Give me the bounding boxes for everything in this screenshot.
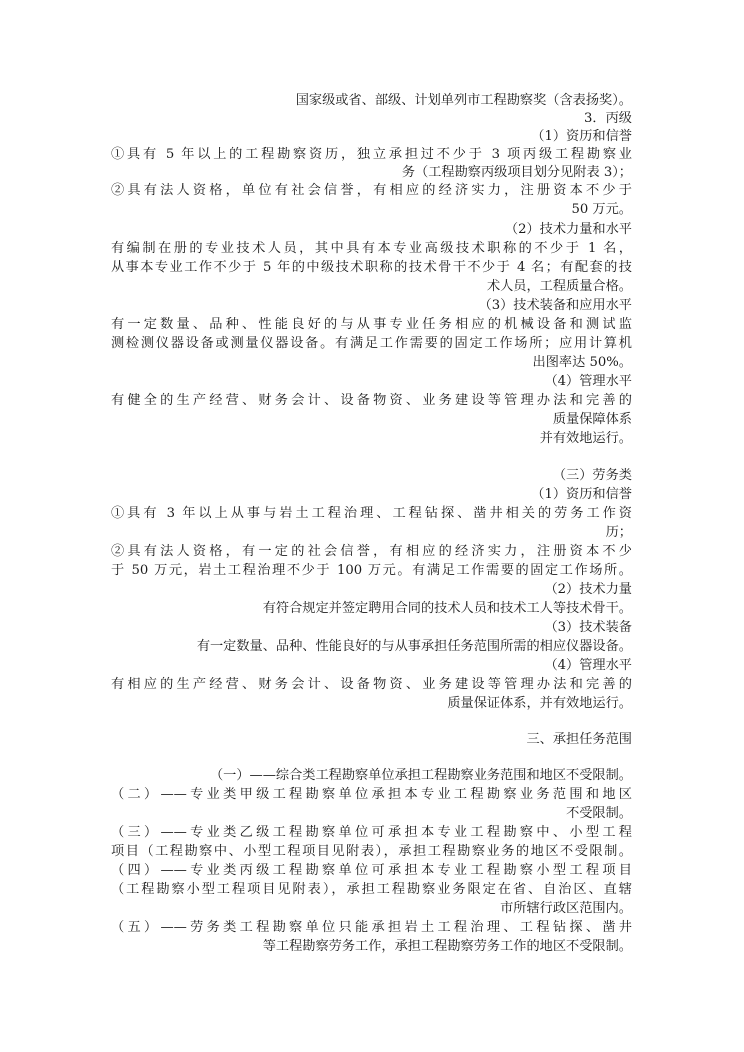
subsection-heading: （2）技术力量和水平	[504, 222, 632, 237]
text-line: 有符合规定并签定聘用合同的技术人员和技术工人等技术骨干。	[262, 601, 632, 616]
text-line: 有一定数量、品种、性能良好的与从事承担任务范围所需的相应仪器设备。	[196, 639, 632, 654]
text-line: 有健全的生产经营、财务会计、设备物资、业务建设等管理办法和完善的	[111, 393, 632, 408]
text-line: 出图率达 50%。	[532, 355, 632, 370]
text-line: ①具有 5 年以上的工程勘察资历，独立承担过不少于 3 项丙级工程勘察业	[111, 147, 632, 162]
text-line: 质量保证体系，并有效地运行。	[447, 696, 632, 711]
subsection-heading: （1）资历和信誉	[531, 487, 632, 502]
text-line: 50 万元。	[571, 202, 632, 217]
text-line: （工程勘察小型工程项目见附表），承担工程勘察业务限定在省、自治区、直辖	[111, 882, 632, 897]
text-line: 等工程勘察劳务工作，承担工程勘察劳务工作的地区不受限制。	[262, 939, 632, 954]
text-line: 务（工程勘察丙级项目划分见附表 3）；	[401, 165, 632, 180]
subsection-heading: （2）技术力量	[544, 582, 632, 597]
text-line: （三）——专业类乙级工程勘察单位可承担本专业工程勘察中、小型工程	[111, 825, 632, 840]
text-line: （二）——专业类甲级工程勘察单位承担本专业工程勘察业务范围和地区	[111, 787, 632, 802]
text-line: 市所辖行政区范围内。	[500, 901, 632, 916]
subsection-heading: （3）技术装备和应用水平	[478, 298, 632, 313]
text-line: 术人员，工程质量合格。	[486, 279, 632, 294]
text-line: 有一定数量、品种、性能良好的与从事专业任务相应的机械设备和测试监	[111, 317, 632, 332]
text-line: 测检测仪器设备或测量仪器设备。有满足工作需要的固定工作场所；应用计算机	[111, 336, 632, 351]
text-line: 不受限制。	[566, 806, 632, 821]
text-line: （四）——专业类丙级工程勘察单位可承担本专业工程勘察小型工程项目	[111, 863, 632, 878]
section-heading-labor: （三）劳务类	[552, 468, 632, 483]
subsection-heading: （3）技术装备	[544, 620, 632, 635]
text-line: 历；	[605, 525, 632, 540]
text-line: 有编制在册的专业技术人员，其中具有本专业高级技术职称的不少于 1 名，	[111, 241, 632, 256]
text-line: ②具有法人资格，有一定的社会信誉，有相应的经济实力，注册资本不少	[111, 544, 632, 559]
text-line: 有相应的生产经营、财务会计、设备物资、业务建设等管理办法和完善的	[111, 677, 632, 692]
text-line: ②具有法人资格，单位有社会信誉，有相应的经济实力，注册资本不少于	[111, 183, 632, 198]
chapter-heading: 三、承担任务范围	[526, 732, 632, 747]
section-heading-grade-c: 3．丙级	[584, 111, 632, 126]
text-line: （一）——综合类工程勘察单位承担工程勘察业务范围和地区不受限制。	[210, 768, 632, 783]
text-line: （五）——劳务类工程勘察单位只能承担岩土工程治理、工程钻探、凿井	[111, 920, 632, 935]
subsection-heading: （4）管理水平	[544, 658, 632, 673]
subsection-heading: （1）资历和信誉	[531, 129, 632, 144]
text-line: 从事本专业工作不少于 5 年的中级技术职称的技术骨干不少于 4 名；有配套的技	[111, 260, 632, 275]
text-line: 国家级或省、部级、计划单列市工程勘察奖（含表扬奖）。	[295, 93, 632, 108]
text-line: 项目（工程勘察中、小型工程项目见附表），承担工程勘察业务的地区不受限制。	[111, 844, 632, 859]
subsection-heading: （4）管理水平	[544, 374, 632, 389]
text-line: 质量保障体系	[552, 412, 632, 427]
text-line: 并有效地运行。	[539, 431, 632, 446]
text-line: ①具有 3 年以上从事与岩土工程治理、工程钻探、凿井相关的劳务工作资	[111, 506, 632, 521]
text-line: 于 50 万元，岩土工程治理不少于 100 万元。有满足工作需要的固定工作场所。	[111, 563, 632, 578]
